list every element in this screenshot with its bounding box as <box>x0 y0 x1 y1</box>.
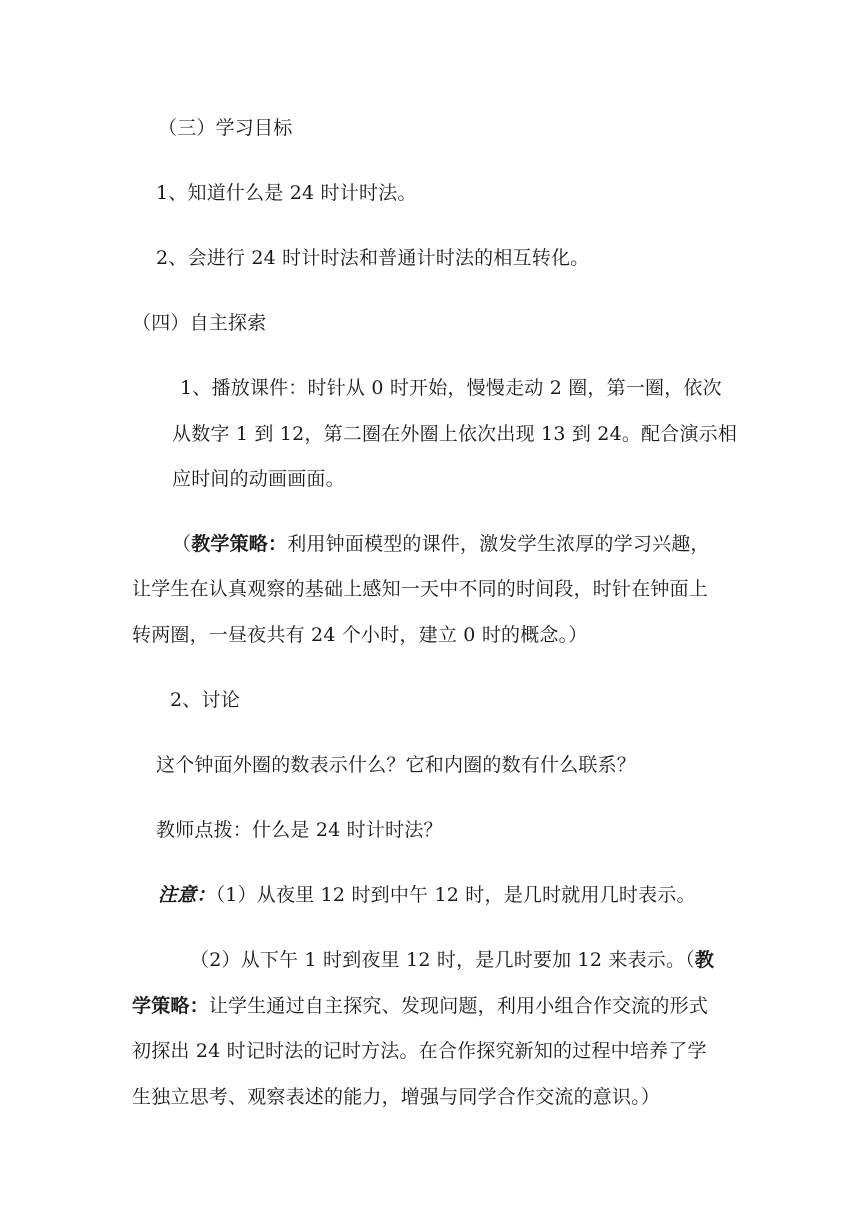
strategy1-line-2: 让学生在认真观察的基础上感知一天中不同的时间段，时针在钟面上 <box>132 578 709 600</box>
note-label: 注意： <box>158 884 216 906</box>
strategy1-line-1 <box>172 532 710 556</box>
note-line-1 <box>158 883 696 907</box>
strategy2-label-end: 学策略： <box>132 995 209 1017</box>
strategy1-open-paren: （ <box>172 533 192 555</box>
note-rule-2: （2）从下午 1 时到夜里 12 时，是几时要加 12 来表示。（ <box>190 949 695 971</box>
goal-item-1: 1、知道什么是 24 时计时法。 <box>156 182 417 204</box>
strategy2-line-3: 初探出 24 时记时法的记时方法。在合作探究新知的过程中培养了学 <box>132 1040 707 1062</box>
strategy2-line-4: 生独立思考、观察表述的能力，增强与同学合作交流的意识。） <box>132 1086 661 1108</box>
step2-heading: 2、讨论 <box>170 689 240 711</box>
step1-line-3: 应时间的动画画面。 <box>172 468 345 490</box>
strategy2-line-2 <box>132 994 708 1018</box>
note-rule-1: （1）从夜里 12 时到中午 12 时，是几时就用几时表示。 <box>215 884 696 906</box>
strategy2-label-start: 教 <box>694 949 715 971</box>
note-line-2 <box>190 948 714 972</box>
section-heading-explore: （四）自主探索 <box>132 312 267 334</box>
teacher-guidance: 教师点拨：什么是 24 时计时法？ <box>156 819 443 841</box>
strategy1-line-3: 转两圈，一昼夜共有 24 个小时，建立 0 时的概念。） <box>132 624 588 646</box>
step1-line-1: 1、播放课件：时针从 0 时开始，慢慢走动 2 圈，第一圈，依次 <box>180 377 722 399</box>
discussion-question: 这个钟面外圈的数表示什么？它和内圈的数有什么联系？ <box>156 754 637 776</box>
goal-item-2: 2、会进行 24 时计时法和普通计时法的相互转化。 <box>156 247 590 269</box>
section-heading-goals: （三）学习目标 <box>158 117 293 139</box>
step1-line-2: 从数字 1 到 12，第二圈在外圈上依次出现 13 到 24。配合演示相 <box>172 423 738 445</box>
strategy1-text-1: 利用钟面模型的课件，激发学生浓厚的学习兴趣， <box>287 533 710 555</box>
strategy1-label: 教学策略： <box>191 533 288 555</box>
strategy2-text-1: 让学生通过自主探究、发现问题，利用小组合作交流的形式 <box>208 995 709 1017</box>
